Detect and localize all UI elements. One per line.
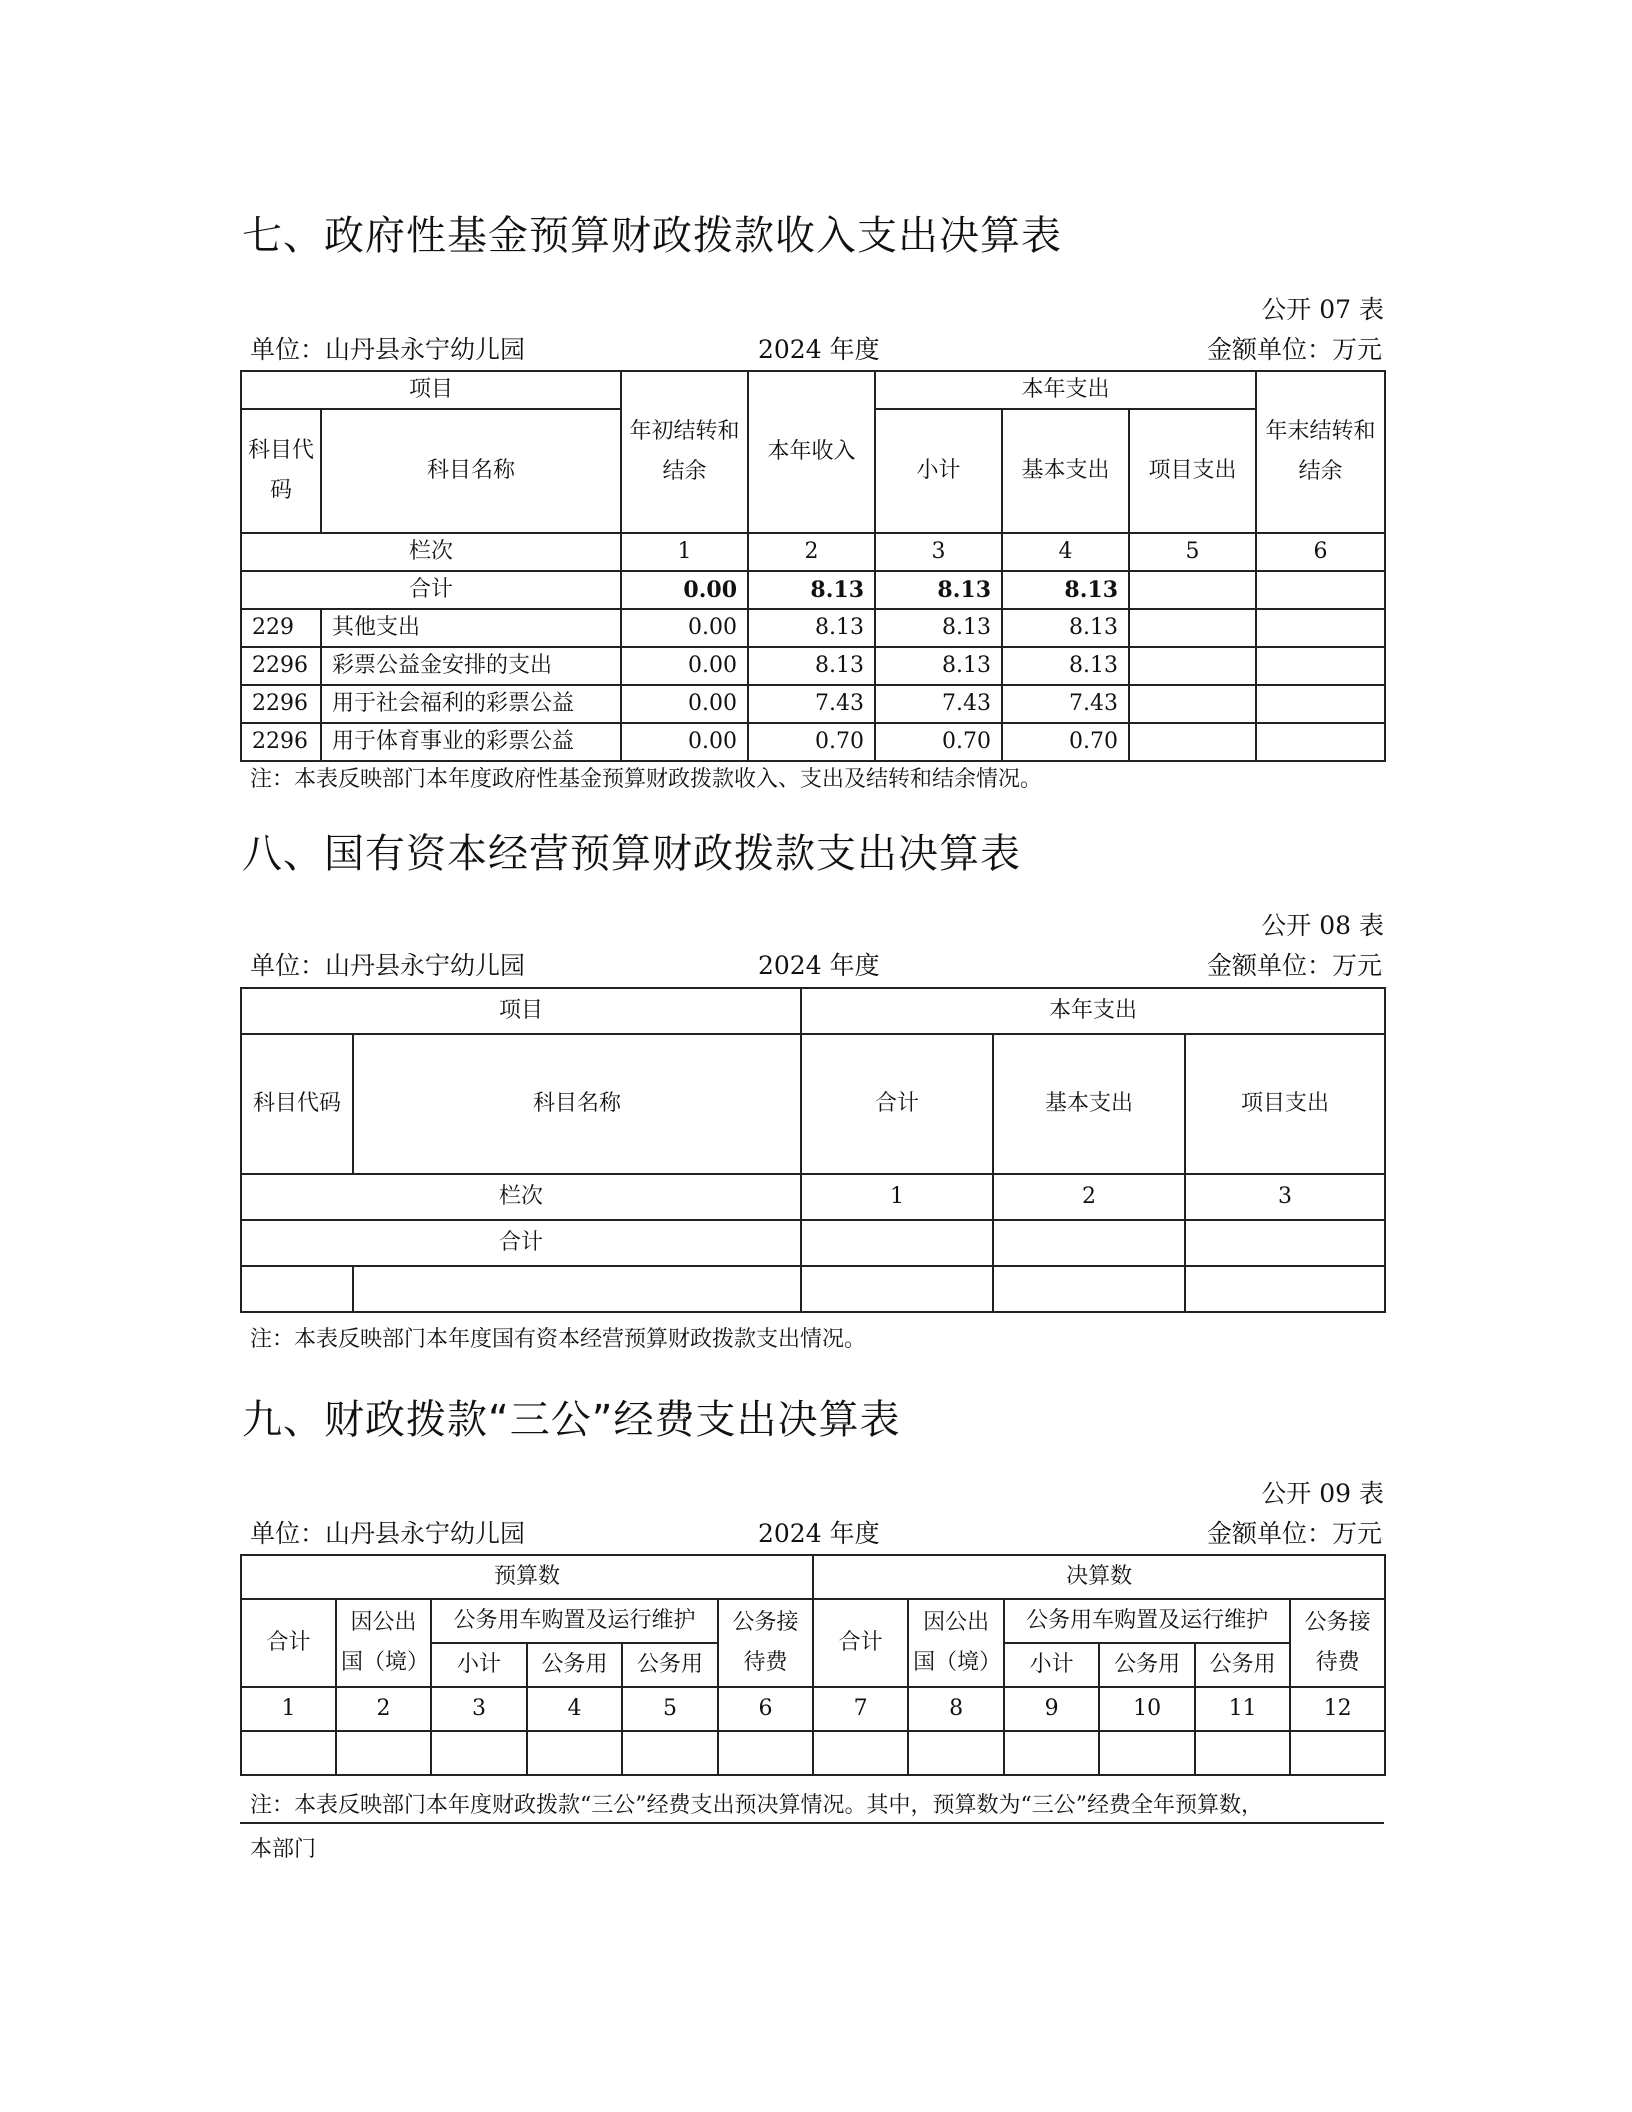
- total-label: 合计: [241, 571, 621, 609]
- row-name: 彩票公益金安排的支出: [321, 647, 621, 685]
- header-car-sub: 公务用: [527, 1643, 622, 1687]
- col-index: 3: [431, 1687, 527, 1731]
- col-label: 栏次: [241, 1174, 801, 1220]
- row-cell: [801, 1266, 993, 1312]
- header-item: 项目: [241, 371, 621, 409]
- table-row: [241, 647, 1385, 685]
- row-cell: 8.13: [1002, 609, 1129, 647]
- header-basic: 基本支出: [993, 1034, 1185, 1174]
- header-car-subtotal: 小计: [431, 1643, 527, 1687]
- col-index: 5: [1129, 533, 1256, 571]
- row-cell: [353, 1266, 801, 1312]
- note-divider: [240, 1822, 1384, 1824]
- row-cell: 8.13: [748, 609, 875, 647]
- col-index: 3: [1185, 1174, 1385, 1220]
- row-cell: [241, 1731, 336, 1775]
- header-expense: 本年支出: [801, 988, 1385, 1034]
- col-index: 10: [1099, 1687, 1195, 1731]
- header-begin-balance: 年初结转和结余: [621, 371, 748, 533]
- total-cell: 8.13: [748, 571, 875, 609]
- row-cell: 8.13: [1002, 647, 1129, 685]
- row-cell: [1256, 609, 1385, 647]
- header-reception: 公务接待费: [1290, 1599, 1385, 1687]
- total-cell: 8.13: [875, 571, 1002, 609]
- table-header-row: [241, 371, 1385, 409]
- section9-note: 注：本表反映部门本年度财政拨款“三公”经费支出预决算情况。其中，预算数为“三公”经费全年预算数，: [250, 1793, 1263, 1818]
- header-end-balance: 年末结转和结余: [1256, 371, 1385, 533]
- row-cell: 8.13: [748, 647, 875, 685]
- total-cell: 0.00: [621, 571, 748, 609]
- row-cell: [527, 1731, 622, 1775]
- row-cell: [336, 1731, 431, 1775]
- row-code: 2296: [241, 685, 321, 723]
- header-project: 项目支出: [1129, 409, 1256, 533]
- table-header-row: [241, 1599, 1385, 1643]
- total-cell: [1129, 571, 1256, 609]
- section7-table: [240, 370, 1386, 762]
- col-index: 6: [1256, 533, 1385, 571]
- section9-table: [240, 1554, 1386, 1776]
- header-abroad: 因公出国（境）: [908, 1599, 1004, 1687]
- row-cell: 0.00: [621, 609, 748, 647]
- header-car-subtotal: 小计: [1004, 1643, 1099, 1687]
- header-name: 科目名称: [353, 1034, 801, 1174]
- row-cell: 0.70: [748, 723, 875, 761]
- header-code: 科目代码: [241, 1034, 353, 1174]
- header-car-sub: 公务用: [1195, 1643, 1290, 1687]
- total-row: [241, 1220, 1385, 1266]
- total-cell: 8.13: [1002, 571, 1129, 609]
- column-index-row: [241, 1687, 1385, 1731]
- row-cell: [1290, 1731, 1385, 1775]
- row-cell: [1004, 1731, 1099, 1775]
- header-final: 决算数: [813, 1555, 1385, 1599]
- col-label: 栏次: [241, 533, 621, 571]
- col-index: 12: [1290, 1687, 1385, 1731]
- row-name: 用于体育事业的彩票公益: [321, 723, 621, 761]
- row-cell: 0.00: [621, 723, 748, 761]
- section7-title: 七、政府性基金预算财政拨款收入支出决算表: [242, 213, 1062, 259]
- header-expense: 本年支出: [875, 371, 1256, 409]
- row-cell: [1129, 609, 1256, 647]
- table-row: [241, 609, 1385, 647]
- row-cell: 8.13: [875, 609, 1002, 647]
- col-index: 1: [241, 1687, 336, 1731]
- row-code: 2296: [241, 723, 321, 761]
- section9-meta: [250, 1514, 1382, 1548]
- col-index: 8: [908, 1687, 1004, 1731]
- header-name: 科目名称: [321, 409, 621, 533]
- header-project: 项目支出: [1185, 1034, 1385, 1174]
- row-cell: [622, 1731, 718, 1775]
- col-index: 1: [621, 533, 748, 571]
- total-cell: [1185, 1220, 1385, 1266]
- row-cell: 7.43: [875, 685, 1002, 723]
- total-cell: [1256, 571, 1385, 609]
- total-cell: [993, 1220, 1185, 1266]
- row-cell: 0.00: [621, 685, 748, 723]
- col-index: 5: [622, 1687, 718, 1731]
- col-index: 6: [718, 1687, 813, 1731]
- col-index: 4: [1002, 533, 1129, 571]
- table-row: [241, 723, 1385, 761]
- money-unit-label: 金额单位：万元: [1206, 335, 1382, 364]
- row-cell: [1185, 1266, 1385, 1312]
- section8-note: 注：本表反映部门本年度国有资本经营预算财政拨款支出情况。: [250, 1327, 867, 1352]
- row-cell: [1195, 1731, 1290, 1775]
- unit-label: 单位：山丹县永宁幼儿园: [250, 951, 526, 980]
- table-row: [241, 685, 1385, 723]
- total-label: 合计: [241, 1220, 801, 1266]
- row-cell: [431, 1731, 527, 1775]
- money-unit-label: 金额单位：万元: [1206, 1519, 1382, 1548]
- section7-table-code: 公开 07 表: [1261, 295, 1384, 324]
- row-code: 229: [241, 609, 321, 647]
- row-cell: [993, 1266, 1185, 1312]
- section8-table-code: 公开 08 表: [1261, 911, 1384, 940]
- money-unit-label: 金额单位：万元: [1206, 951, 1382, 980]
- header-abroad: 因公出国（境）: [336, 1599, 431, 1687]
- year-label: 2024 年度: [758, 335, 880, 364]
- row-cell: [813, 1731, 908, 1775]
- section9-note-continued: 本部门: [250, 1837, 317, 1862]
- column-index-row: [241, 1174, 1385, 1220]
- col-index: 7: [813, 1687, 908, 1731]
- header-car-sub: 公务用: [622, 1643, 718, 1687]
- table-header-row: [241, 1034, 1385, 1174]
- row-cell: 7.43: [1002, 685, 1129, 723]
- section9-table-code: 公开 09 表: [1261, 1479, 1384, 1508]
- header-budget: 预算数: [241, 1555, 813, 1599]
- total-cell: [801, 1220, 993, 1266]
- total-row: [241, 571, 1385, 609]
- col-index: 9: [1004, 1687, 1099, 1731]
- row-cell: [241, 1266, 353, 1312]
- section7-note: 注：本表反映部门本年度政府性基金预算财政拨款收入、支出及结转和结余情况。: [250, 767, 1043, 792]
- header-total: 合计: [241, 1599, 336, 1687]
- header-total: 合计: [813, 1599, 908, 1687]
- row-cell: 8.13: [875, 647, 1002, 685]
- column-index-row: [241, 533, 1385, 571]
- header-code: 科目代码: [241, 409, 321, 533]
- col-index: 4: [527, 1687, 622, 1731]
- row-code: 2296: [241, 647, 321, 685]
- section8-table: [240, 987, 1386, 1313]
- col-index: 11: [1195, 1687, 1290, 1731]
- section8-meta: [250, 946, 1382, 980]
- section8-title: 八、国有资本经营预算财政拨款支出决算表: [242, 831, 1021, 877]
- row-cell: [908, 1731, 1004, 1775]
- header-basic: 基本支出: [1002, 409, 1129, 533]
- row-cell: 0.00: [621, 647, 748, 685]
- header-item: 项目: [241, 988, 801, 1034]
- col-index: 2: [993, 1174, 1185, 1220]
- year-label: 2024 年度: [758, 951, 880, 980]
- col-index: 2: [336, 1687, 431, 1731]
- header-total: 合计: [801, 1034, 993, 1174]
- section7-meta: [250, 330, 1382, 364]
- table-header-row: [241, 988, 1385, 1034]
- unit-label: 单位：山丹县永宁幼儿园: [250, 1519, 526, 1548]
- year-label: 2024 年度: [758, 1519, 880, 1548]
- row-name: 用于社会福利的彩票公益: [321, 685, 621, 723]
- row-name: 其他支出: [321, 609, 621, 647]
- row-cell: [1256, 647, 1385, 685]
- table-row: [241, 1266, 1385, 1312]
- col-index: 1: [801, 1174, 993, 1220]
- row-cell: [1129, 685, 1256, 723]
- table-row: [241, 1731, 1385, 1775]
- header-income: 本年收入: [748, 371, 875, 533]
- row-cell: [718, 1731, 813, 1775]
- row-cell: [1129, 647, 1256, 685]
- header-subtotal: 小计: [875, 409, 1002, 533]
- unit-label: 单位：山丹县永宁幼儿园: [250, 335, 526, 364]
- col-index: 2: [748, 533, 875, 571]
- col-index: 3: [875, 533, 1002, 571]
- header-car: 公务用车购置及运行维护: [1004, 1599, 1290, 1643]
- row-cell: [1256, 685, 1385, 723]
- header-reception: 公务接待费: [718, 1599, 813, 1687]
- table-header-row: [241, 1555, 1385, 1599]
- section9-title: 九、财政拨款“三公”经费支出决算表: [242, 1397, 901, 1443]
- header-car: 公务用车购置及运行维护: [431, 1599, 718, 1643]
- row-cell: 0.70: [1002, 723, 1129, 761]
- row-cell: [1129, 723, 1256, 761]
- row-cell: 0.70: [875, 723, 1002, 761]
- row-cell: [1099, 1731, 1195, 1775]
- header-car-sub: 公务用: [1099, 1643, 1195, 1687]
- row-cell: 7.43: [748, 685, 875, 723]
- row-cell: [1256, 723, 1385, 761]
